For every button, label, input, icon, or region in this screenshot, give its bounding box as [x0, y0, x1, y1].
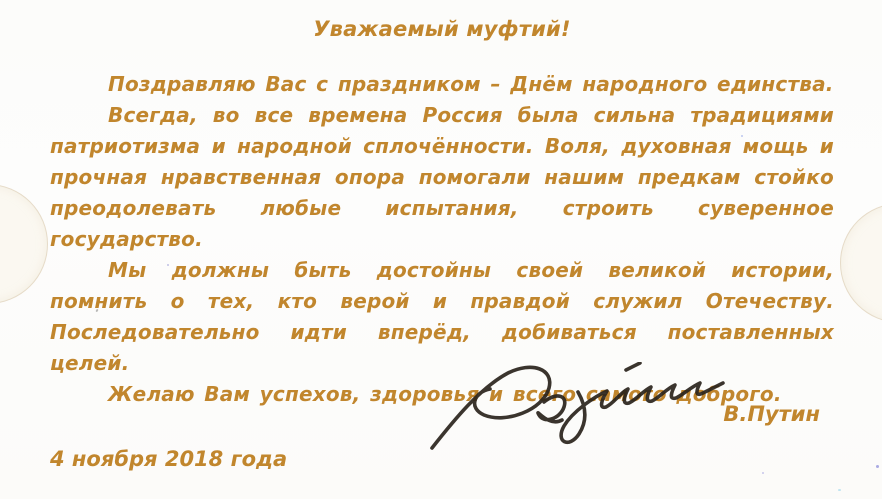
card-edge-notch-left — [0, 184, 48, 304]
scan-speck — [762, 472, 764, 474]
scan-speck — [838, 489, 841, 491]
letter-date: 4 ноября 2018 года — [50, 447, 288, 471]
signer-name: В.Путин — [723, 402, 820, 426]
salutation-line — [50, 14, 834, 45]
letter-body — [50, 14, 834, 410]
scan-speck — [876, 465, 879, 468]
letter-paragraph-traditions: Всегда, во все времена Россия была сильна традициями патриотизма и народной сплочённости. Воля, духовная мощь и прочная нравственная опора помогали нашим предкам стойко преодолевать любые испытания, строить суверенное государство. — [50, 103, 834, 251]
putin-signature-icon — [428, 362, 758, 452]
letter-paragraph-history: Мы должны быть достойны своей великой истории, помнить о тех, кто верой и правдой служил Отечеству. Последовательно идти вперёд, добиваться поставленных целей. — [50, 258, 834, 375]
scan-speck — [741, 135, 743, 137]
scan-speck — [167, 264, 169, 266]
letter-paragraph-wishes: Желаю Вам успехов, здоровья и всего самого доброго. — [108, 382, 782, 406]
card-edge-notch-right — [840, 203, 882, 323]
letter-paragraph-greeting: Поздравляю Вас с праздником – Днём народного единства. — [108, 72, 834, 96]
salutation-text: Уважаемый муфтий! — [313, 17, 571, 41]
